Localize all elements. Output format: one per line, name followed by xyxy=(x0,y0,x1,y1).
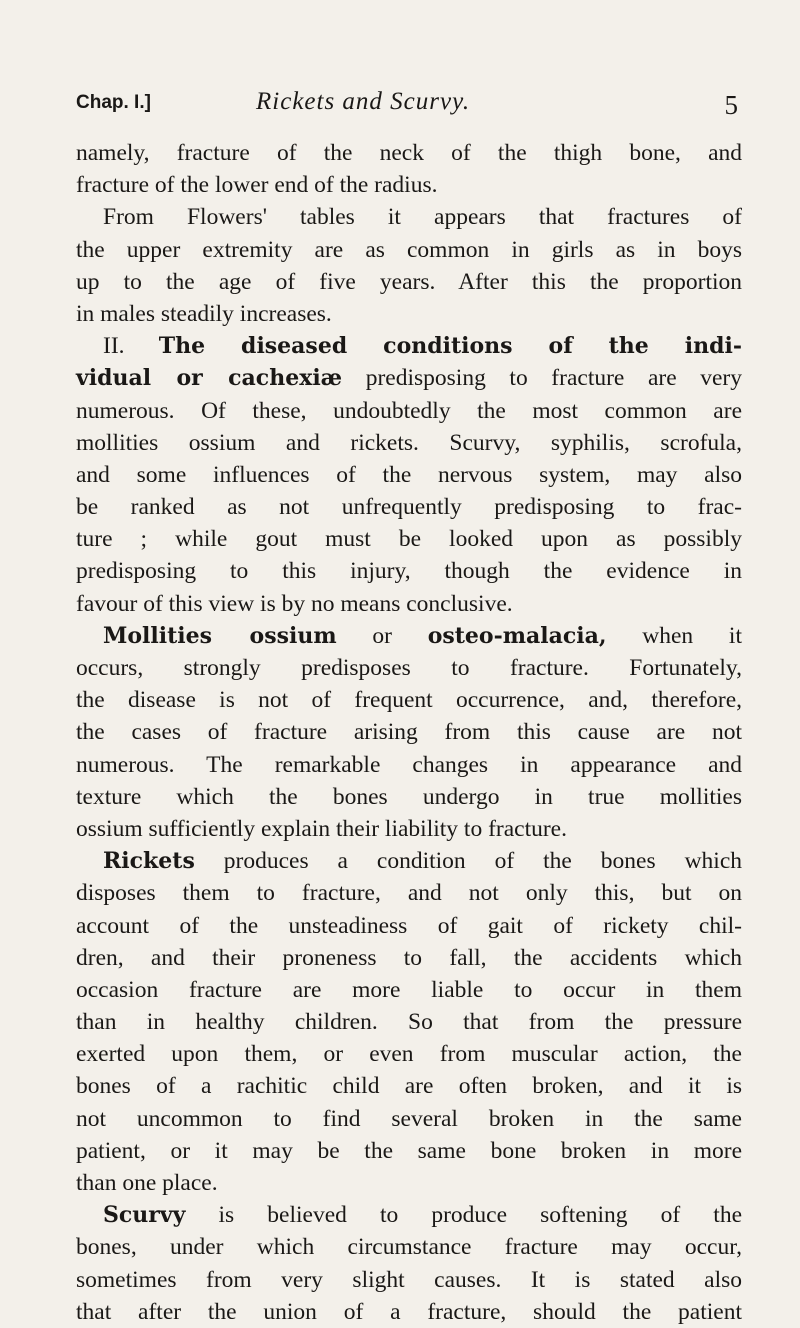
text-run: exerted upon them, or even from muscular action, the xyxy=(76,1041,742,1068)
text-line xyxy=(76,1006,742,1038)
text-line xyxy=(76,201,742,233)
text-line xyxy=(76,716,742,748)
text-line xyxy=(76,298,742,330)
text-run: up to the age of five years. After this the proportion xyxy=(76,268,742,295)
bold-heading-phrase: Rickets xyxy=(103,848,195,875)
text-line xyxy=(76,523,742,555)
text-run: than one place. xyxy=(76,1170,218,1196)
text-line xyxy=(76,1103,742,1135)
text-line xyxy=(76,266,742,298)
text-line xyxy=(76,749,742,781)
text-line xyxy=(76,877,742,909)
text-run: occurs, strongly predisposes to fracture. Fortunately, xyxy=(76,655,742,681)
text-run: be ranked as not unfrequently predisposing to frac- xyxy=(76,494,742,521)
text-line xyxy=(76,330,742,362)
text-line xyxy=(76,555,742,587)
text-line xyxy=(76,813,742,845)
text-line xyxy=(76,1167,742,1199)
page-number: 5 xyxy=(724,90,738,120)
text-line xyxy=(76,362,742,394)
text-line xyxy=(76,1135,742,1167)
bold-heading-phrase: Scurvy xyxy=(103,1202,186,1229)
text-line xyxy=(76,1264,742,1296)
text-line xyxy=(76,910,742,942)
text-line xyxy=(76,845,742,877)
text-line xyxy=(76,234,742,266)
text-line xyxy=(76,169,742,201)
text-run: that after the union of a fracture, should the patient xyxy=(76,1298,742,1325)
text-run: produces a condition of the bones which xyxy=(194,848,742,875)
text-run: bones, under which circumstance fracture may occur, xyxy=(76,1234,742,1261)
text-line xyxy=(76,427,742,459)
text-run: is believed to produce softening of the xyxy=(185,1202,742,1229)
text-run: the upper extremity are as common in girls as in boys xyxy=(76,236,742,263)
running-head xyxy=(76,88,740,128)
text-run: not uncommon to find several broken in the same xyxy=(76,1105,742,1132)
text-line xyxy=(76,1038,742,1070)
text-line xyxy=(76,942,742,974)
text-run: favour of this view is by no means conclusive. xyxy=(76,590,513,617)
text-run: From Flowers' tables it appears that fractures of xyxy=(103,204,742,231)
text-run: or xyxy=(336,622,428,649)
text-run: disposes them to fracture, and not only this, but on xyxy=(76,880,742,907)
text-run: when it xyxy=(606,622,742,649)
text-run: numerous. Of these, undoubtedly the most common are xyxy=(76,397,742,424)
text-run: fracture of the lower end of the radius. xyxy=(76,172,438,199)
chapter-label: Chap. I.] xyxy=(76,92,151,113)
text-run: sometimes from very slight causes. It is stated also xyxy=(76,1266,742,1293)
text-line xyxy=(76,491,742,523)
text-run: texture which the bones undergo in true mollities xyxy=(76,783,742,810)
bold-heading-phrase: The diseased conditions of the indi- xyxy=(158,333,742,360)
text-run: and some influences of the nervous system, may also xyxy=(76,461,742,488)
body-text xyxy=(76,137,742,1328)
text-line xyxy=(76,1231,742,1263)
text-line xyxy=(76,781,742,813)
text-run: bones of a rachitic child are often broken, and it is xyxy=(76,1073,742,1100)
text-run: mollities ossium and rickets. Scurvy, syphilis, scrofula, xyxy=(76,429,742,456)
text-run: in males steadily increases. xyxy=(76,300,332,327)
text-run: than in healthy children. So that from the pressure xyxy=(76,1009,742,1036)
text-line xyxy=(76,620,742,652)
text-run: predisposing to this injury, though the evidence in xyxy=(76,558,742,585)
text-line xyxy=(76,652,742,684)
text-line xyxy=(76,1199,742,1231)
text-line xyxy=(76,1070,742,1102)
text-run: the disease is not of frequent occurrence, and, therefore, xyxy=(76,687,742,714)
text-line xyxy=(76,974,742,1006)
bold-heading-phrase: Mollities ossium xyxy=(103,622,337,649)
text-run: patient, or it may be the same bone broken in more xyxy=(76,1137,742,1164)
text-line xyxy=(76,1296,742,1328)
bold-heading-phrase: osteo-malacia, xyxy=(427,622,607,649)
text-run: predisposing to fracture are very xyxy=(342,365,742,392)
text-run: numerous. The remarkable changes in appearance and xyxy=(76,751,742,778)
text-run: II. xyxy=(103,333,159,360)
text-line xyxy=(76,684,742,716)
text-line xyxy=(76,137,742,169)
text-run: ture ; while gout must be looked upon as possibly xyxy=(76,526,742,553)
text-run: dren, and their proneness to fall, the accidents which xyxy=(76,944,742,971)
text-run: occasion fracture are more liable to occur in them xyxy=(76,976,742,1003)
text-run: the cases of fracture arising from this cause are not xyxy=(76,719,742,746)
text-line xyxy=(76,588,742,620)
text-run: namely, fracture of the neck of the thigh bone, and xyxy=(76,140,742,166)
running-title: Rickets and Scurvy. xyxy=(256,88,471,115)
text-line xyxy=(76,459,742,491)
text-run: account of the unsteadiness of gait of rickety chil- xyxy=(76,912,742,939)
bold-heading-phrase: vidual or cachexiæ xyxy=(76,365,343,392)
text-run: ossium sufficiently explain their liability to fracture. xyxy=(76,815,567,842)
text-line xyxy=(76,395,742,427)
